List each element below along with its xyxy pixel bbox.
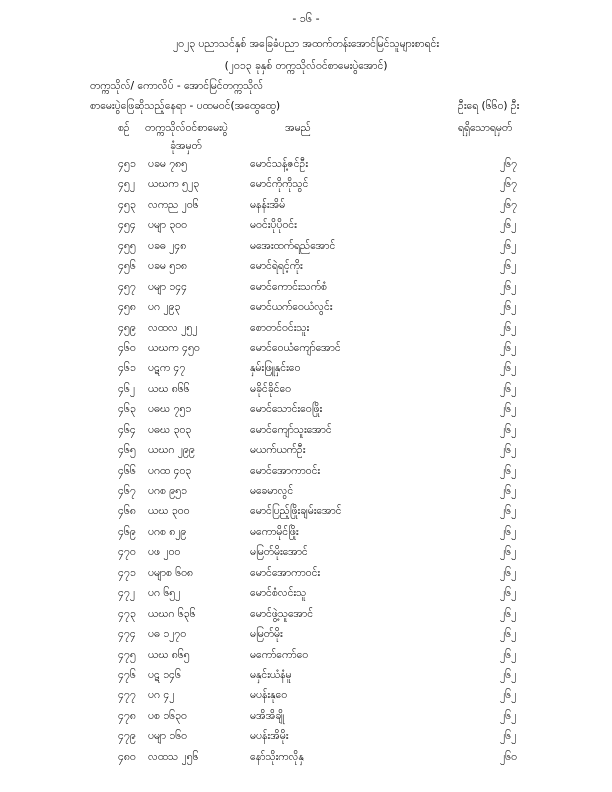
student-name: မခိုင်ခိုင်ဝေ <box>250 382 292 395</box>
table-row <box>0 199 612 219</box>
roll-number: ပခဓ ၂၄၈ <box>148 239 187 252</box>
student-name: နော်သိုးကလိုနှ <box>250 750 304 763</box>
roll-number: ပဋက ၄၇ <box>148 362 186 375</box>
table-row <box>0 485 612 505</box>
roll-number: လကည ၂၀၆ <box>148 198 199 211</box>
row-number: ၄၅၂ <box>118 178 135 191</box>
row-number: ၄၆၆ <box>118 464 136 477</box>
score: ၂၆၂ <box>500 587 517 600</box>
table-row <box>0 546 612 566</box>
student-name: မောင်ကောင်းသက်စံ <box>250 280 327 293</box>
score: ၂၆၇ <box>500 158 517 170</box>
student-name: မောင်ကိုကိုသွင် <box>250 178 309 191</box>
row-number: ၄၅၃ <box>118 198 136 211</box>
row-number: ၄၆၅ <box>118 444 136 457</box>
score: ၂၆၂ <box>500 485 517 497</box>
score: ၂၆၂ <box>500 709 517 722</box>
student-name: မောင်ဖွဲ့သူအောင် <box>250 607 314 620</box>
student-name: မမြတ်မိုးအောင် <box>250 546 308 559</box>
row-number: ၄၇၃ <box>118 607 136 620</box>
score: ၂၆၂ <box>500 341 517 354</box>
row-number: ၄၅၅ <box>118 239 136 252</box>
roll-number: ပဓဃ ၇၅၁ <box>148 403 192 416</box>
table-row <box>0 649 612 669</box>
roll-number: ယဃ ၈၆၆ <box>148 382 190 395</box>
score: ၂၆၇ <box>500 178 517 191</box>
table-row <box>0 669 612 689</box>
score: ၂၆၂ <box>500 280 517 293</box>
score: ၂၆၂ <box>500 566 517 579</box>
table-row <box>0 362 612 382</box>
roll-number: ပဂ ၄၂ <box>148 689 175 702</box>
table-row <box>0 240 612 260</box>
score: ၂၆၂ <box>500 546 517 559</box>
results-table <box>0 158 612 771</box>
row-number: ၄၆၁ <box>118 362 136 375</box>
roll-number: ပဂထ ၄၀၃ <box>148 464 192 477</box>
row-number: ၄၆၃ <box>118 403 136 416</box>
header-score: ရရှိသောရမှတ် <box>458 122 513 134</box>
row-number: ၄၆၇ <box>118 485 136 497</box>
roll-number: ပဂစ ၉၅၁ <box>148 485 187 497</box>
student-name: မောင်စံလင်းသူ <box>250 587 307 600</box>
score: ၂၆၂ <box>500 403 517 416</box>
row-number: ၄၇၂ <box>118 587 135 600</box>
student-name: မပန်းနုဝေ <box>250 689 288 702</box>
table-row <box>0 281 612 301</box>
score: ၂၆၂ <box>500 525 517 538</box>
score: ၂၆၂ <box>500 362 517 375</box>
row-number: ၄၈၀ <box>118 750 136 763</box>
roll-number: ပဓ ၁၂၇၀ <box>148 628 187 641</box>
roll-number: ယဃ ၈၆၅ <box>148 648 190 661</box>
row-number: ၄၇၈ <box>118 709 136 722</box>
table-row <box>0 444 612 464</box>
roll-number: ပဂစ ၈၂၉ <box>148 525 187 538</box>
student-name: မကော်ကော်ဝေ <box>250 648 309 661</box>
table-row <box>0 465 612 485</box>
table-row <box>0 628 612 648</box>
table-row <box>0 403 612 423</box>
student-name: မောင်သန့်ဇင်ဦး <box>250 158 308 170</box>
student-name: မောင်အောကာဝင်း <box>250 464 321 477</box>
score: ၂၆၂ <box>500 239 517 252</box>
row-number: ၄၆၀ <box>118 341 136 354</box>
student-name: မောင်ယက်ဝေယံလွင်း <box>250 301 333 314</box>
roll-number: ပစ ၁၆၃၀ <box>148 709 187 722</box>
student-name: မောင်သောင်းဝေဖြိုး <box>250 403 323 416</box>
student-name: နှမ်းဖြူနှင်းဝေ <box>250 362 301 375</box>
row-number: ၄၅၇ <box>118 280 136 293</box>
score: ၂၆၂ <box>500 260 517 273</box>
table-row <box>0 322 612 342</box>
score: ၂၆၂ <box>500 301 517 314</box>
page-number: - ၁၆ - <box>292 12 320 25</box>
roll-number: ပဋ ၁၄၆ <box>148 668 181 681</box>
roll-number: ပဖ ၂၀၀ <box>148 546 181 559</box>
row-number: ၄၇၀ <box>118 546 136 559</box>
student-name: မောင်ကျော်သူးအောင် <box>250 423 332 436</box>
student-name: မခေမာလွင် <box>250 485 294 497</box>
student-name: မကောမိုင်ဖြိုး <box>250 525 299 538</box>
table-row <box>0 301 612 321</box>
row-number: ၄၇၆ <box>118 668 136 681</box>
roll-number: ယဃက ၅၂၃ <box>148 178 200 191</box>
roll-number: ယဃ ၃၀၀ <box>148 505 190 518</box>
student-name: မမြတ်မိုး <box>250 628 283 641</box>
student-name: မဝင်းပိုပိုဝင်း <box>250 219 297 232</box>
header-name: အမည် <box>285 122 311 134</box>
table-row <box>0 710 612 730</box>
student-name: မောင်ပြည့်ဖြိုးချမ်းအောင် <box>250 505 342 518</box>
roll-number: ပခမ ၅၁၈ <box>148 260 188 273</box>
row-number: ၄၆၂ <box>118 382 135 395</box>
row-number: ၄၅၆ <box>118 260 136 273</box>
table-row <box>0 526 612 546</box>
row-number: ၄၆၈ <box>118 505 136 518</box>
row-number: ၄၇၁ <box>118 566 136 579</box>
table-row <box>0 730 612 750</box>
score: ၂၆၂ <box>500 321 517 334</box>
score: ၂၆၂ <box>500 444 517 457</box>
table-row <box>0 260 612 280</box>
roll-number: ယဃဂ ၆၃၆ <box>148 607 196 620</box>
header-no: စဉ် <box>118 122 130 134</box>
student-name: မောင်အောကာဝင်း <box>250 566 321 579</box>
row-number: ၄၅၄ <box>118 219 136 232</box>
roll-number: ပမျာ ၁၆၀ <box>148 730 188 743</box>
score: ၂၆၂ <box>500 730 517 743</box>
exam-center-line: စာမေးပွဲဖြေဆိုသည့်နေရာ - ပထမဝင်(အထွေထွေ) <box>90 100 281 112</box>
student-name: စောတင်ဝင်းသူး <box>250 321 310 334</box>
roll-number: ပမျာစ ၆၀၈ <box>148 566 194 579</box>
row-number: ၄၇၄ <box>118 628 136 641</box>
student-name: မနန်းအိမ် <box>250 198 286 211</box>
roll-number: ယဃဂ ၂၉၉ <box>148 444 195 457</box>
score: ၂၆၂ <box>500 689 517 702</box>
score: ၂၆၂ <box>500 423 517 436</box>
table-row <box>0 219 612 239</box>
document-title: ၂၀၂၃ ပညာသင်နှစ် အခြေခံပညာ အထက်တန်းအောင်မြင်သူများစာရင်း <box>172 38 440 50</box>
student-name: မအေးထက်ရည်အောင် <box>250 239 336 252</box>
row-number: ၄၇၇ <box>118 689 136 702</box>
roll-number: ပမျာ ၁၄၄ <box>148 280 188 293</box>
student-name: မနှင်းယံနံမူ <box>250 668 292 681</box>
score: ၂၆၂ <box>500 382 517 395</box>
table-row <box>0 158 612 178</box>
table-row <box>0 567 612 587</box>
student-name: မယက်ယက်ဦး <box>250 444 306 457</box>
row-number: ၄၇၅ <box>118 648 136 661</box>
university-line: တက္ကသိုလ်/ ကောလိပ် - အောင်မြင်တက္ကသိုလ် <box>90 80 264 92</box>
score: ၂၆၂ <box>500 505 517 518</box>
score: ၂၆၀ <box>500 750 517 763</box>
roll-number: ပဂ ၂၉၃ <box>148 301 181 314</box>
row-number: ၄၆၉ <box>118 525 136 538</box>
roll-number: ပဂ ၆၅၂ <box>148 587 181 600</box>
roll-number: လထသ ၂၅၆ <box>148 750 199 763</box>
table-row <box>0 587 612 607</box>
roll-number: ပမျာ ၃၀၀ <box>148 219 188 232</box>
header-roll: တက္ကသိုလ်ဝင်စာမေးပွဲ <box>145 122 228 134</box>
table-row <box>0 608 612 628</box>
row-number: ၄၆၄ <box>118 423 136 436</box>
table-row <box>0 383 612 403</box>
score: ၂၆၂ <box>500 648 517 661</box>
document-subtitle: (၂၀၁၃ ခုနှစ် တက္ကသိုလ်ဝင်စာမေးပွဲအောင်) <box>224 60 388 72</box>
total-count-line: ဦးရေ (၆၆၀) ဦး <box>458 100 520 112</box>
score: ၂၆၇ <box>500 198 517 211</box>
student-name: မပန်းအိမိုး <box>250 730 289 743</box>
student-name: မအိအိချို <box>250 709 285 722</box>
row-number: ၄၅၉ <box>118 321 136 334</box>
roll-number: လထလ ၂၅၂ <box>148 321 198 334</box>
roll-number: ပဓဃ ၃၀၃ <box>148 423 192 436</box>
score: ၂၆၂ <box>500 628 517 641</box>
score: ၂၆၂ <box>500 464 517 477</box>
score: ၂၆၂ <box>500 668 517 681</box>
table-row <box>0 424 612 444</box>
student-name: မောင်ရဲရင့်ကိုး <box>250 260 303 273</box>
row-number: ၄၅၈ <box>118 301 136 314</box>
table-row <box>0 751 612 771</box>
row-number: ၄၅၁ <box>118 158 136 170</box>
roll-number: ပခမ ၇၈၅ <box>148 158 188 170</box>
row-number: ၄၇၉ <box>118 730 136 743</box>
table-row <box>0 178 612 198</box>
table-row <box>0 342 612 362</box>
table-row <box>0 505 612 525</box>
student-name: မောင်ဝေယံကျော်အောင် <box>250 341 341 354</box>
table-row <box>0 689 612 709</box>
score: ၂၆၂ <box>500 219 517 232</box>
score: ၂၆၂ <box>500 607 517 620</box>
header-roll-sub: ခုံအမှတ် <box>170 140 202 152</box>
roll-number: ယဃက ၄၅၀ <box>148 341 200 354</box>
